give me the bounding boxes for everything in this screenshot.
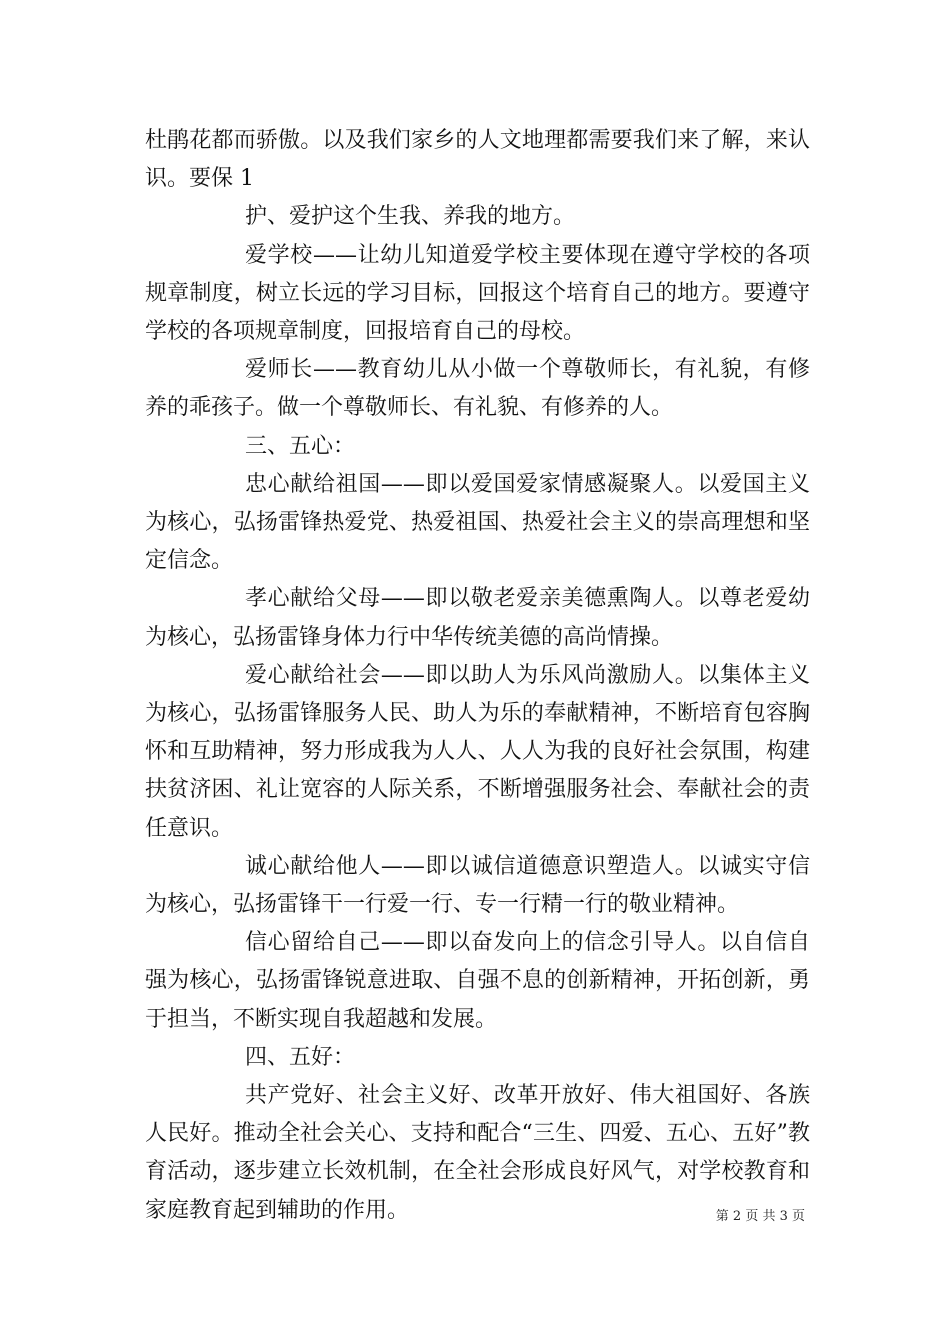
document-body bbox=[145, 122, 810, 1230]
paragraph-loyalty-to-country: 忠心献给祖国——即以爱国爱家情感凝聚人。以爱国主义为核心，弘扬雷锋热爱党、热爱祖国、热爱社会主义的崇高理想和坚定信念。 bbox=[145, 471, 810, 574]
paragraph-filial-piety: 孝心献给父母——即以敬老爱亲美德熏陶人。以尊老爱幼为核心，弘扬雷锋身体力行中华传统美德的高尚情操。 bbox=[145, 586, 810, 650]
page-number-footer: 第 2 页 共 3 页 bbox=[715, 1209, 805, 1224]
paragraph-confidence-for-self: 信心留给自己——即以奋发向上的信念引导人。以自信自强为核心，弘扬雷锋锐意进取、自强不息的创新精神，开拓创新，勇于担当，不断实现自我超越和发展。 bbox=[145, 930, 810, 1032]
paragraph-protect-hometown: 护、爱护这个生我、养我的地方。 bbox=[245, 204, 576, 230]
paragraph-sincerity-to-others: 诚心献给他人——即以诚信道德意识塑造人。以诚实守信为核心，弘扬雷锋干一行爱一行、专一行精一行的敬业精神。 bbox=[145, 853, 810, 918]
section-heading-five-goods: 四、五好： bbox=[245, 1044, 356, 1070]
paragraph-love-for-society: 爱心献给社会——即以助人为乐风尚激励人。以集体主义为核心，弘扬雷锋服务人民、助人为乐的奉献精神，不断培育包容胸怀和互助精神，努力形成我为人人、人人为我的良好社会氛围，构建扶贫济困、礼让宽容的人际关系，不断增强服务社会、奉献社会的责任意识。 bbox=[145, 662, 810, 841]
paragraph-love-teachers: 爱师长——教育幼儿从小做一个尊敬师长，有礼貌，有修养的乖孩子。做一个尊敬师长、有礼貌、有修养的人。 bbox=[145, 357, 810, 421]
paragraph-love-school: 爱学校——让幼儿知道爱学校主要体现在遵守学校的各项规章制度，树立长远的学习目标，回报这个培育自己的地方。要遵守学校的各项规章制度，回报培育自己的母校。 bbox=[145, 242, 810, 345]
paragraph-five-goods: 共产党好、社会主义好、改革开放好、伟大祖国好、各族人民好。推动全社会关心、支持和配合“三生、四爱、五心、五好”教育活动，逐步建立长效机制，在全社会形成良好风气，对学校教育和家庭教育起到辅助的作用。 bbox=[145, 1083, 810, 1223]
paragraph-continuation: 杜鹃花都而骄傲。以及我们家乡的人文地理都需要我们来了解，来认识。要保 1 bbox=[145, 128, 810, 192]
section-heading-five-hearts: 三、五心： bbox=[245, 433, 356, 459]
